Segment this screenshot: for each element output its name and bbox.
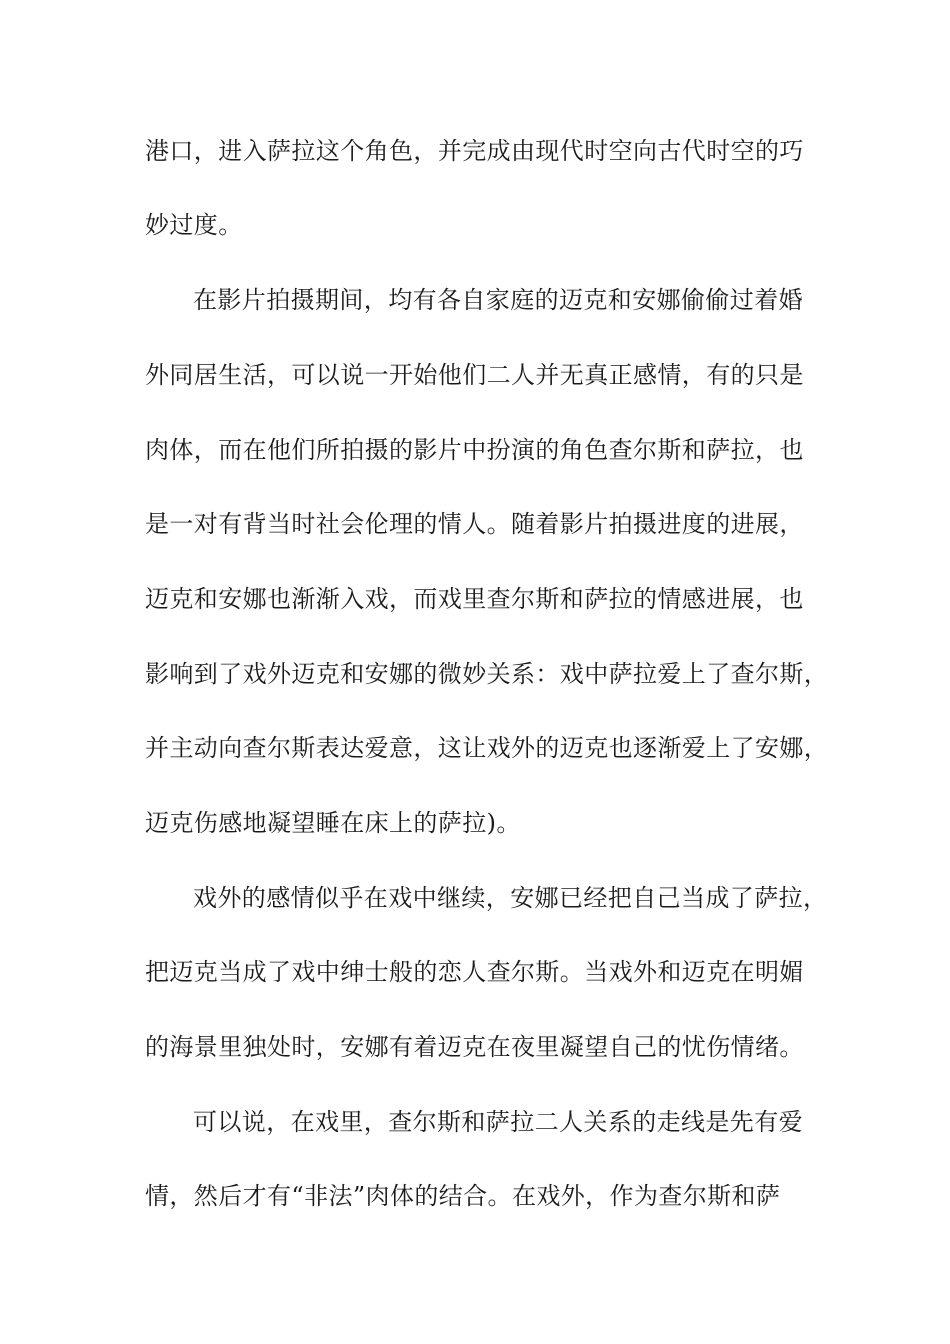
paragraph-start-line: 戏外的感情似乎在戏中继续，安娜已经把自己当成了萨拉， [193, 884, 828, 912]
text-line: 迈克伤感地凝望睡在床上的萨拉)。 [145, 809, 521, 837]
paragraph-start-line: 可以说，在戏里，查尔斯和萨拉二人关系的走线是先有爱 [193, 1108, 803, 1136]
text-line: 港口，进入萨拉这个角色，并完成由现代时空向古代时空的巧 [145, 137, 804, 165]
text-line: 肉体，而在他们所拍摄的影片中扮演的角色查尔斯和萨拉，也 [145, 436, 804, 464]
paragraph-start-line: 在影片拍摄期间，均有各自家庭的迈克和安娜偷偷过着婚 [193, 286, 803, 314]
text-line: 外同居生活，可以说一开始他们二人并无真正感情，有的只是 [145, 361, 804, 389]
text-line: 迈克和安娜也渐渐入戏，而戏里查尔斯和萨拉的情感进展，也 [145, 585, 804, 613]
text-line: 影响到了戏外迈克和安娜的微妙关系：戏中萨拉爱上了查尔斯， [145, 660, 829, 688]
text-line: 并主动向查尔斯表达爱意，这让戏外的迈克也逐渐爱上了安娜， [145, 734, 829, 762]
text-line: 妙过度。 [145, 211, 243, 239]
text-line: 把迈克当成了戏中绅士般的恋人查尔斯。当戏外和迈克在明媚 [145, 958, 804, 986]
text-line: 情，然后才有“非法”肉体的结合。在戏外，作为查尔斯和萨 [145, 1182, 781, 1210]
text-line: 是一对有背当时社会伦理的情人。随着影片拍摄进度的进展， [145, 510, 804, 538]
text-line: 的海景里独处时，安娜有着迈克在夜里凝望自己的忧伤情绪。 [145, 1033, 804, 1061]
